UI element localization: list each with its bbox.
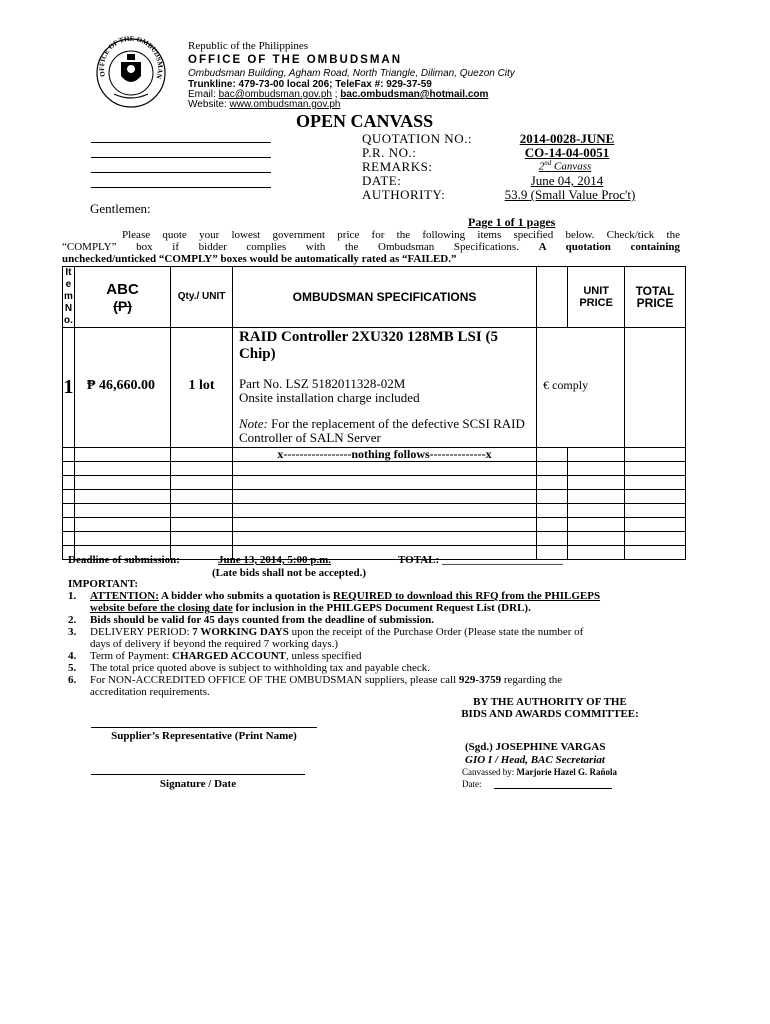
signer-name: (Sgd.) JOSEPHINE VARGAS xyxy=(465,741,606,753)
supplier-name-line[interactable] xyxy=(91,727,317,728)
instructions-line-3: unchecked/unticked “COMPLY” boxes would be automatically rated as “FAILED.” xyxy=(62,253,457,265)
important-item-4-c: , unless specified xyxy=(286,650,362,662)
canvassed-label: Canvassed by: xyxy=(462,767,517,777)
important-item-6-a: For NON-ACCREDITED OFFICE OF THE OMBUDSMAN suppliers, please call xyxy=(90,674,459,686)
website-link[interactable]: www.ombudsman.gov.ph xyxy=(229,99,341,110)
item-qty: 1 lot xyxy=(171,328,233,448)
important-item-1-text: A bidder who submits a quotation is xyxy=(158,590,333,602)
important-item-3-num: 3. xyxy=(68,626,77,638)
header-abc-unit: (P) xyxy=(113,297,132,314)
header-specifications: OMBUDSMAN SPECIFICATIONS xyxy=(232,267,536,328)
remarks-value xyxy=(498,159,632,173)
spec-onsite: Onsite installation charge included xyxy=(238,390,420,405)
instructions-line-2 xyxy=(62,241,680,253)
svg-text:OFFICE OF THE OMBUDSMAN: OFFICE OF THE OMBUDSMAN xyxy=(97,36,165,80)
table-row xyxy=(63,448,686,462)
email-separator: ; xyxy=(331,89,341,100)
important-item-3-c: upon the receipt of the Purchase Order (Please state the number of xyxy=(288,626,584,638)
table-row xyxy=(63,504,686,518)
ombudsman-seal-logo xyxy=(84,36,178,110)
comply-box[interactable] xyxy=(537,328,625,448)
addressee-line-3 xyxy=(91,172,271,173)
table-row xyxy=(63,462,686,476)
authority-line-2: BIDS AND AWARDS COMMITTEE: xyxy=(461,708,639,720)
spec-title: RAID Controller 2XU320 128MB LSI (5 Chip) xyxy=(238,329,498,362)
quotation-no-value: 2014-0028-JUNE xyxy=(519,131,615,146)
total-field xyxy=(398,554,563,566)
important-item-5 xyxy=(68,662,430,674)
important-item-1-num: 1. xyxy=(68,590,77,602)
important-item-6-c: regarding the xyxy=(501,674,563,686)
canvassed-name: Marjorie Hazel G. Rañola xyxy=(516,767,617,777)
nothing-follows: x-----------------nothing follows--------------x xyxy=(232,448,536,462)
addressee-line-1 xyxy=(91,142,271,143)
header-address: Ombudsman Building, Agham Road, North Triangle, Diliman, Quezon City xyxy=(188,68,515,79)
header-abc xyxy=(74,267,170,328)
spec-note-label: Note: xyxy=(238,416,268,431)
date-label: DATE: xyxy=(362,173,402,188)
website-label: Website: xyxy=(188,99,227,110)
signer-title: GIO I / Head, BAC Secretariat xyxy=(465,754,605,766)
header-republic: Republic of the Philippines xyxy=(188,40,309,52)
items-table xyxy=(62,266,686,560)
addressee-line-2 xyxy=(91,157,271,158)
deadline-value: June 13, 2014, 5:00 p.m. xyxy=(218,554,332,566)
page-title: OPEN CANVASS xyxy=(296,111,434,131)
important-item-1 xyxy=(68,590,600,602)
header-unit-price: UNIT PRICE xyxy=(568,267,625,328)
important-item-1-attention: ATTENTION: xyxy=(90,590,159,602)
table-row xyxy=(63,518,686,532)
header-trunkline: Trunkline: 479-73-00 local 206; TeleFax #: 929-37-59 xyxy=(188,79,432,90)
header-item-no: Item No. xyxy=(64,267,73,326)
header-comply-column xyxy=(537,267,568,328)
important-item-6 xyxy=(68,674,562,686)
pr-no-label: P.R. NO.: xyxy=(362,145,417,160)
important-item-3-cont: days of delivery if beyond the required 7 working days.) xyxy=(90,638,339,650)
important-item-3-a: DELIVERY PERIOD: xyxy=(90,626,193,638)
authority-line-1: BY THE AUTHORITY OF THE xyxy=(473,696,627,708)
important-item-1-end: for inclusion in the PHILGEPS Document Request List (DRL). xyxy=(232,602,531,614)
date-field-line[interactable] xyxy=(494,788,612,789)
header-website xyxy=(188,99,341,110)
instructions-line-2-b: A quotation containing xyxy=(538,241,680,253)
signature-line[interactable] xyxy=(91,774,305,775)
important-item-6-b: 929-3759 xyxy=(458,674,502,686)
remarks-label: REMARKS: xyxy=(362,159,433,174)
page-info: Page 1 of 1 pages xyxy=(468,215,556,229)
table-row xyxy=(63,328,686,448)
addressee-line-4 xyxy=(91,187,271,188)
important-item-6-cont: accreditation requirements. xyxy=(90,686,210,698)
instructions-line-2-a: “COMPLY” box if bidder complies with the Ombudsman Specifications. xyxy=(62,241,519,253)
signature-date-label: Signature / Date xyxy=(159,778,237,790)
supplier-rep-label: Supplier’s Representative (Print Name) xyxy=(111,730,297,742)
email-link-2[interactable]: bac.ombudsman@hotmail.com xyxy=(340,89,489,100)
important-item-4-num: 4. xyxy=(68,650,77,662)
remarks-word: Canvass xyxy=(553,160,592,173)
deadline-label: Deadline of submission: xyxy=(68,554,180,566)
spec-note-text: For the replacement of the defective SCSI RAID Controller of SALN Server xyxy=(238,416,525,445)
header-office-name: OFFICE OF THE OMBUDSMAN xyxy=(188,54,403,66)
important-label: IMPORTANT: xyxy=(68,578,139,590)
item-total-price xyxy=(625,328,686,448)
item-number: 1 xyxy=(63,328,75,448)
date-field-label: Date: xyxy=(462,779,482,789)
table-header-row xyxy=(63,267,686,328)
important-item-6-num: 6. xyxy=(68,674,77,686)
spec-note xyxy=(239,417,530,445)
remarks-number: 2 xyxy=(538,160,545,173)
header-abc-label: ABC xyxy=(106,280,139,298)
table-row xyxy=(63,476,686,490)
table-row xyxy=(63,532,686,546)
important-item-5-num: 5. xyxy=(68,662,77,674)
important-item-2 xyxy=(68,614,434,626)
instructions xyxy=(62,229,680,265)
item-abc: ₱ 46,660.00 xyxy=(74,328,170,448)
authority-label: AUTHORITY: xyxy=(362,187,446,202)
important-item-4-a: Term of Payment: xyxy=(90,650,173,662)
canvassed-by xyxy=(462,767,617,777)
comply-checkbox-icon[interactable]: € xyxy=(543,378,550,392)
table-row xyxy=(63,490,686,504)
comply-label: comply xyxy=(552,378,589,392)
email-link-1[interactable]: bac@ombudsman.gov.ph xyxy=(218,89,332,100)
important-item-2-text: Bids should be valid for 45 days counted from the deadline of submission. xyxy=(90,614,435,626)
important-item-3 xyxy=(68,626,583,638)
quotation-no-label: QUOTATION NO.: xyxy=(362,131,472,146)
item-specifications xyxy=(232,328,536,448)
total-blank[interactable]: ______________________ xyxy=(441,554,563,566)
salutation: Gentlemen: xyxy=(90,201,151,216)
pr-no-value: CO-14-04-0051 xyxy=(524,145,610,160)
important-item-1-closing: website before the closing date xyxy=(90,602,233,614)
spec-part-no: Part No. LSZ 5182011328-02M xyxy=(238,376,406,391)
authority-value: 53.9 (Small Value Proc't) xyxy=(504,187,636,202)
email-label: Email: xyxy=(188,89,216,100)
important-item-2-num: 2. xyxy=(68,614,77,626)
date-value: June 04, 2014 xyxy=(530,173,604,188)
important-item-4-b: CHARGED ACCOUNT xyxy=(172,650,287,662)
important-item-4 xyxy=(68,650,361,662)
important-item-3-b: 7 WORKING DAYS xyxy=(192,626,289,638)
late-bids-note: (Late bids shall not be accepted.) xyxy=(212,567,366,579)
important-item-1-required: REQUIRED to download this RFQ from the PHILGEPS xyxy=(332,590,601,602)
important-item-5-text: The total price quoted above is subject to withholding tax and payable check. xyxy=(90,662,430,674)
remarks-suffix: nd xyxy=(544,159,552,167)
total-label: TOTAL: xyxy=(398,554,440,566)
instructions-line-1: Please quote your lowest government price for the following items specified below. Check/tick the xyxy=(122,229,680,241)
important-item-1-cont xyxy=(90,602,531,614)
header-qty-unit: Qty./ UNIT xyxy=(171,267,233,328)
header-total-price: TOTAL PRICE xyxy=(625,267,686,328)
